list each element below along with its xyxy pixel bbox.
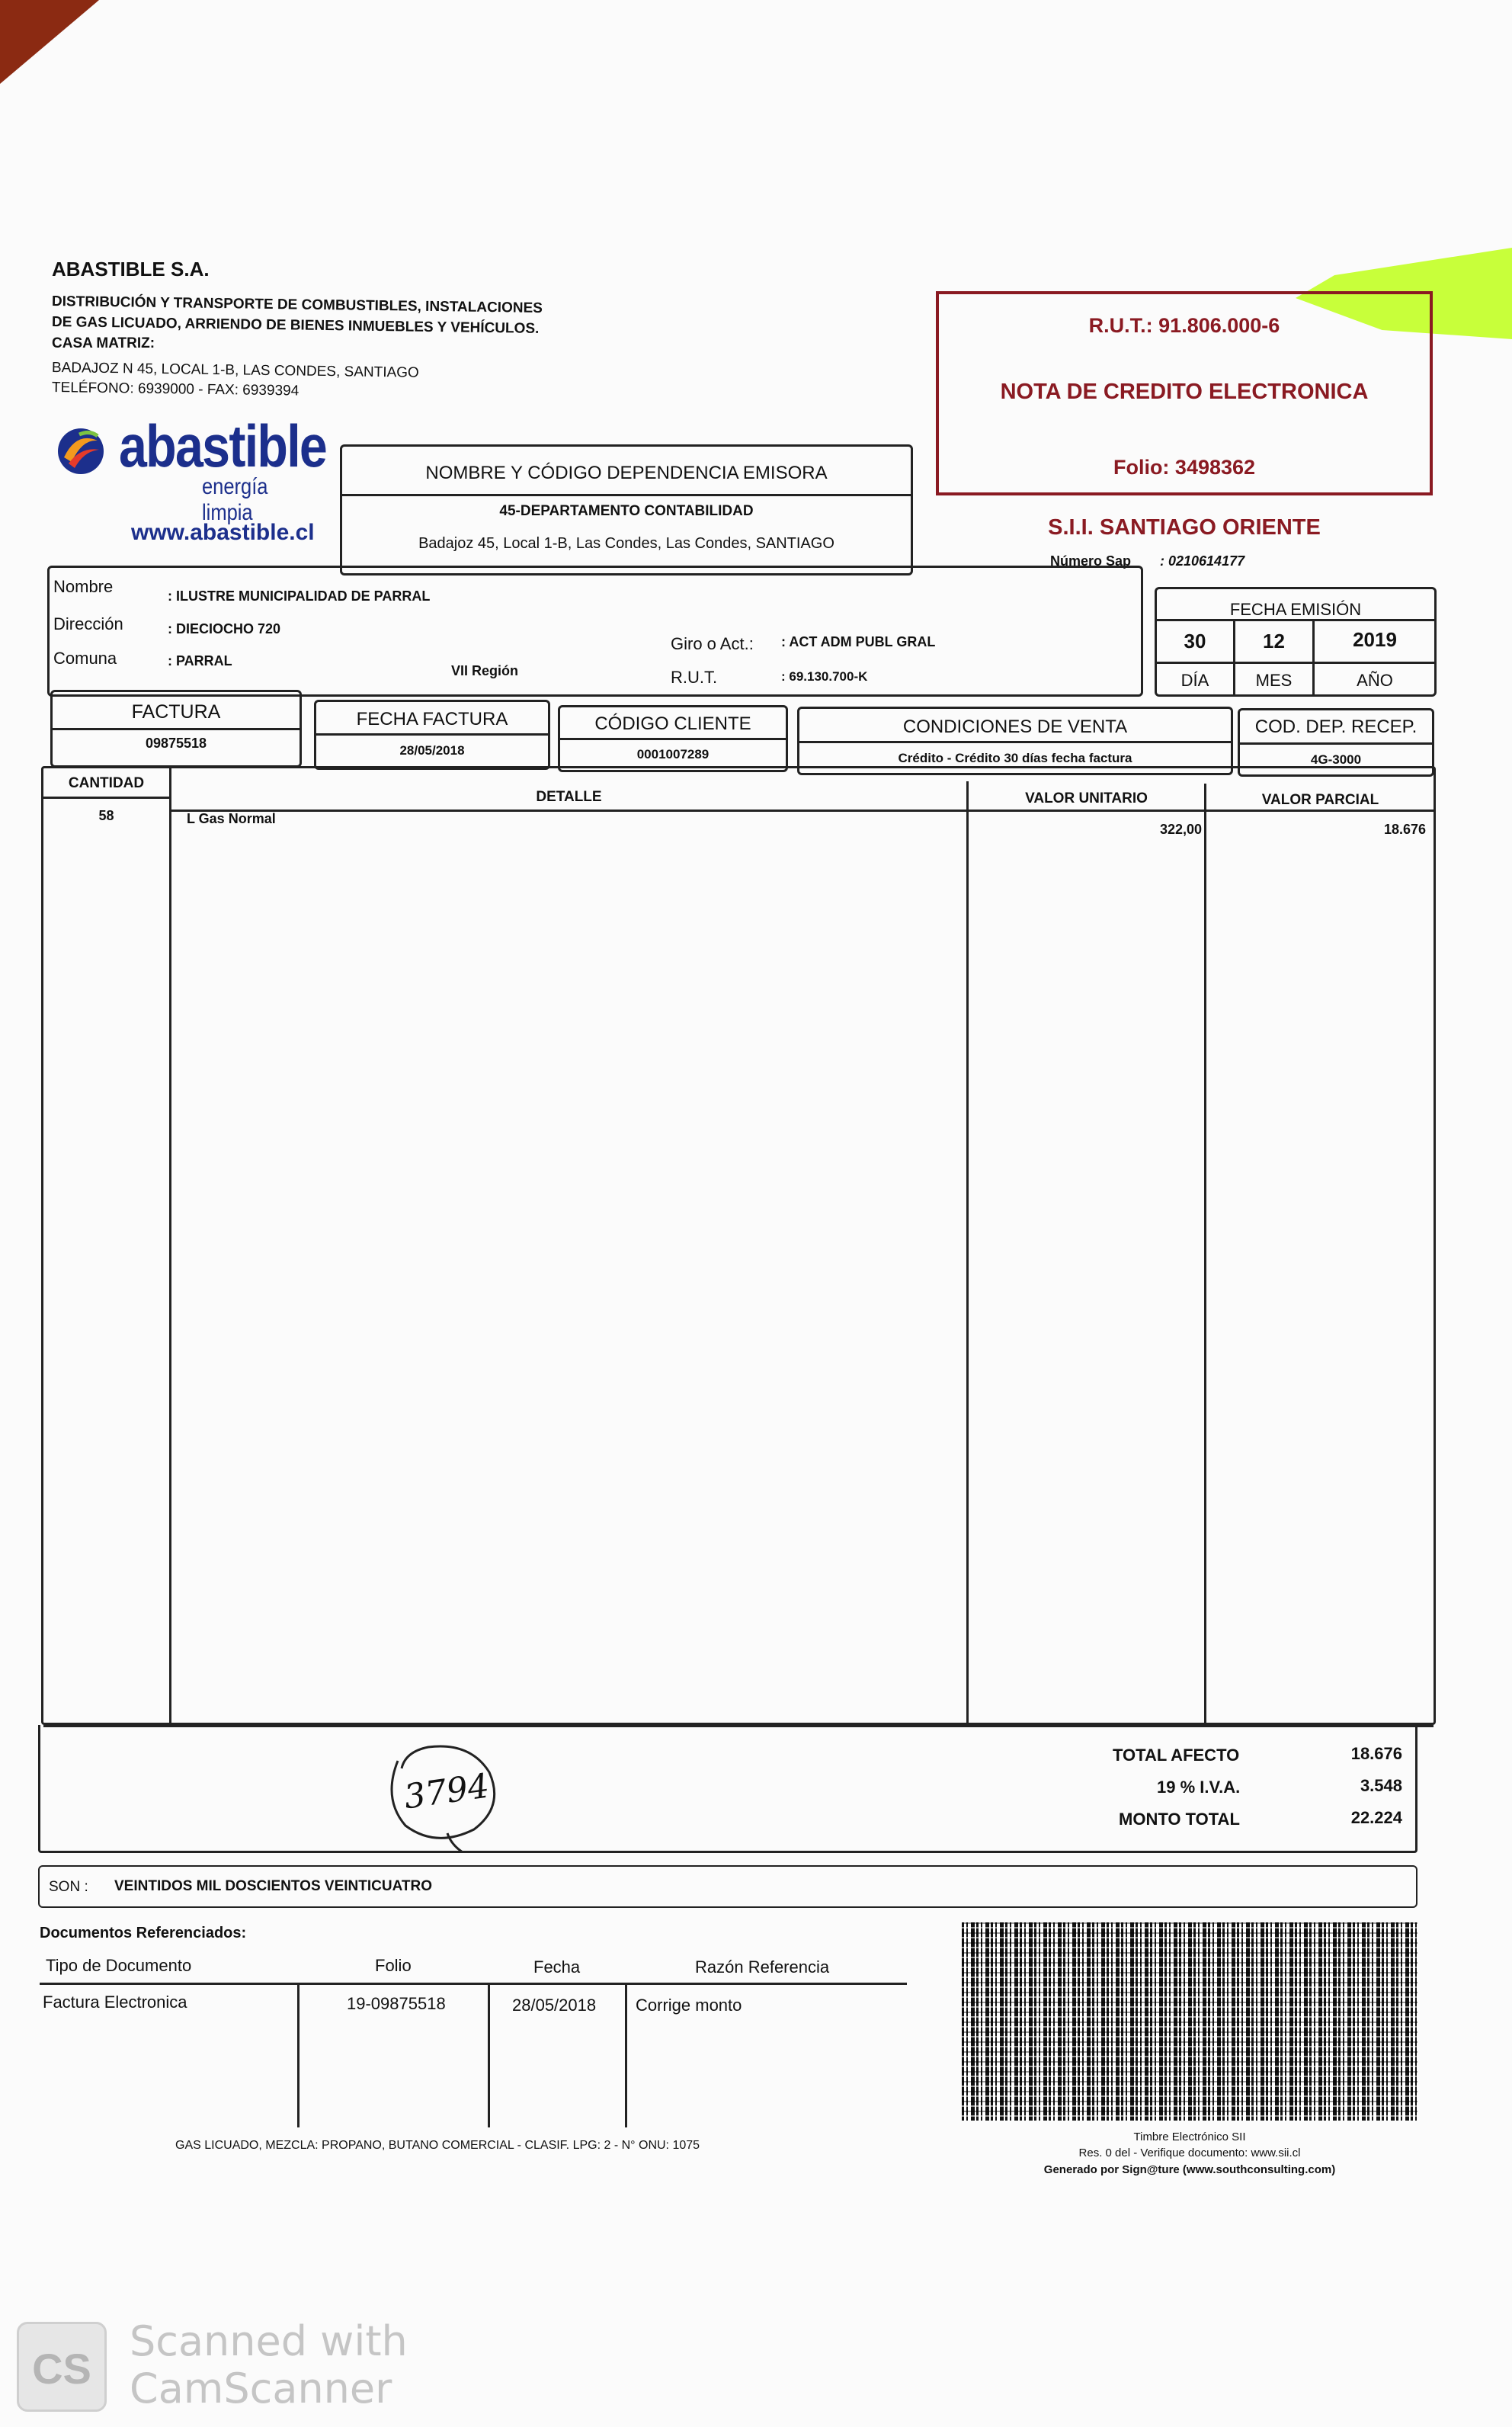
ref-razon: Corrige monto — [636, 1996, 742, 2015]
company-name: ABASTIBLE S.A. — [52, 258, 210, 281]
numero-sap-label: Número Sap — [1050, 553, 1132, 569]
nombre-label: Nombre — [53, 577, 114, 596]
fecha-factura-label: FECHA FACTURA — [356, 709, 508, 729]
flame-icon — [53, 424, 108, 479]
mes-label: MES — [1255, 671, 1293, 690]
son-value: VEINTIDOS MIL DOSCIENTOS VEINTICUATRO — [114, 1878, 432, 1894]
nombre-value: : ILUSTRE MUNICIPALIDAD DE PARRAL — [168, 588, 431, 604]
giro-value: : ACT ADM PUBL GRAL — [781, 634, 936, 649]
fecha-dia: 30 — [1184, 630, 1206, 652]
monto-total-value: 22.224 — [1350, 1808, 1402, 1827]
factura-label: FACTURA — [131, 701, 221, 723]
ref-fecha: 28/05/2018 — [512, 1996, 597, 2015]
fecha-emision-title: FECHA EMISIÓN — [1229, 600, 1362, 619]
region: VII Región — [451, 663, 519, 678]
giro-label: Giro o Act.: — [671, 634, 754, 653]
camscanner-logo — [17, 2322, 107, 2412]
rut-number: R.U.T.: 91.806.000-6 — [1088, 314, 1280, 337]
timbre-line1: Timbre Electrónico SII — [1133, 2130, 1246, 2143]
timbre-barcode — [962, 1922, 1418, 2121]
anio-label: AÑO — [1357, 671, 1393, 690]
fecha-mes: 12 — [1263, 630, 1285, 652]
son-label: SON : — [49, 1879, 88, 1895]
sii-office: S.I.I. SANTIAGO ORIENTE — [1048, 515, 1321, 540]
fecha-anio: 2019 — [1353, 628, 1397, 651]
handwritten-number: 3794 — [401, 1766, 492, 1817]
timbre-line3: Generado por Sign@ture (www.southconsulting.com) — [1043, 2163, 1336, 2176]
emisora-divider — [342, 494, 911, 496]
company-address: BADAJOZ N 45, LOCAL 1-B, LAS CONDES, SANTIAGO — [51, 360, 419, 381]
ref-tipo: Factura Electronica — [43, 1993, 187, 2012]
numero-sap-value: : 0210614177 — [1160, 553, 1245, 569]
codigo-cliente-label: CÓDIGO CLIENTE — [594, 713, 751, 734]
camscanner-line2: CamScanner — [130, 2364, 392, 2413]
dia-label: DÍA — [1180, 671, 1209, 690]
comuna-value: : PARRAL — [168, 653, 232, 668]
iva-label: 19 % I.V.A. — [1157, 1778, 1241, 1797]
emisora-dept: 45-DEPARTAMENTO CONTABILIDAD — [499, 503, 754, 519]
footer-note: GAS LICUADO, MEZCLA: PROPANO, BUTANO COMERCIAL - CLASIF. LPG: 2 - N° ONU: 1075 — [175, 2139, 700, 2152]
timbre-line2: Res. 0 del - Verifique documento: www.sii.cl — [1078, 2146, 1301, 2159]
header-valor-unitario: VALOR UNITARIO — [1025, 790, 1148, 806]
camscanner-line1: Scanned with — [130, 2317, 408, 2365]
row-cantidad: 58 — [98, 808, 114, 823]
company-desc-1: DISTRIBUCIÓN Y TRANSPORTE DE COMBUSTIBLES, INSTALACIONES — [51, 293, 543, 316]
logo-tagline: energía limpia — [202, 474, 268, 525]
company-casa-matriz: CASA MATRIZ: — [52, 335, 155, 351]
header-cantidad: CANTIDAD — [68, 775, 145, 791]
condiciones-value: Crédito - Crédito 30 días fecha factura — [898, 751, 1132, 765]
row-valor-unitario: 322,00 — [1159, 822, 1202, 837]
factura-value: 09875518 — [145, 736, 207, 751]
camscanner-logo-text: CS — [32, 2345, 91, 2393]
timbre-pattern — [962, 1922, 1418, 2121]
referencias-title: Documentos Referenciados: — [40, 1925, 247, 1941]
row-valor-parcial: 18.676 — [1383, 822, 1426, 837]
rut-label: R.U.T. — [671, 668, 718, 687]
monto-total-label: MONTO TOTAL — [1119, 1810, 1240, 1829]
cod-dep-label: COD. DEP. RECEP. — [1254, 717, 1418, 737]
row-detalle: L Gas Normal — [187, 811, 276, 826]
codigo-cliente-value: 0001007289 — [636, 747, 710, 761]
corner-fold — [0, 0, 99, 84]
emisora-title: NOMBRE Y CÓDIGO DEPENDENCIA EMISORA — [425, 463, 828, 483]
logo-wordmark: abastible — [119, 412, 327, 479]
emisora-address: Badajoz 45, Local 1-B, Las Condes, Las Condes, SANTIAGO — [418, 535, 834, 552]
company-website: www.abastible.cl — [131, 520, 315, 545]
comuna-label: Comuna — [53, 649, 117, 668]
abastible-logo — [53, 412, 335, 525]
items-table — [41, 766, 1436, 1725]
ref-folio: 19-09875518 — [347, 1994, 446, 2013]
company-desc-2: DE GAS LICUADO, ARRIENDO DE BIENES INMUEBLES Y VEHÍCULOS. — [51, 314, 540, 337]
direccion-value: : DIECIOCHO 720 — [168, 621, 281, 636]
fecha-factura-value: 28/05/2018 — [399, 743, 465, 758]
doc-type: NOTA DE CREDITO ELECTRONICA — [1000, 380, 1369, 404]
cod-dep-value: 4G-3000 — [1310, 752, 1362, 767]
total-afecto-label: TOTAL AFECTO — [1113, 1746, 1240, 1765]
condiciones-label: CONDICIONES DE VENTA — [902, 717, 1128, 737]
iva-value: 3.548 — [1360, 1776, 1402, 1795]
header-detalle: DETALLE — [536, 789, 602, 805]
total-afecto-value: 18.676 — [1350, 1744, 1402, 1763]
folio-number: Folio: 3498362 — [1113, 456, 1256, 479]
direccion-label: Dirección — [53, 614, 123, 633]
ref-header-tipo: Tipo de Documento — [46, 1956, 192, 1975]
ref-header-razon: Razón Referencia — [695, 1957, 830, 1977]
header-valor-parcial: VALOR PARCIAL — [1261, 792, 1379, 808]
handwritten-annotation — [375, 1738, 505, 1852]
company-phone: TELÉFONO: 6939000 - FAX: 6939394 — [51, 380, 300, 399]
ref-header-folio: Folio — [375, 1956, 412, 1975]
ref-header-fecha: Fecha — [533, 1957, 581, 1977]
rut-value: : 69.130.700-K — [781, 669, 868, 684]
